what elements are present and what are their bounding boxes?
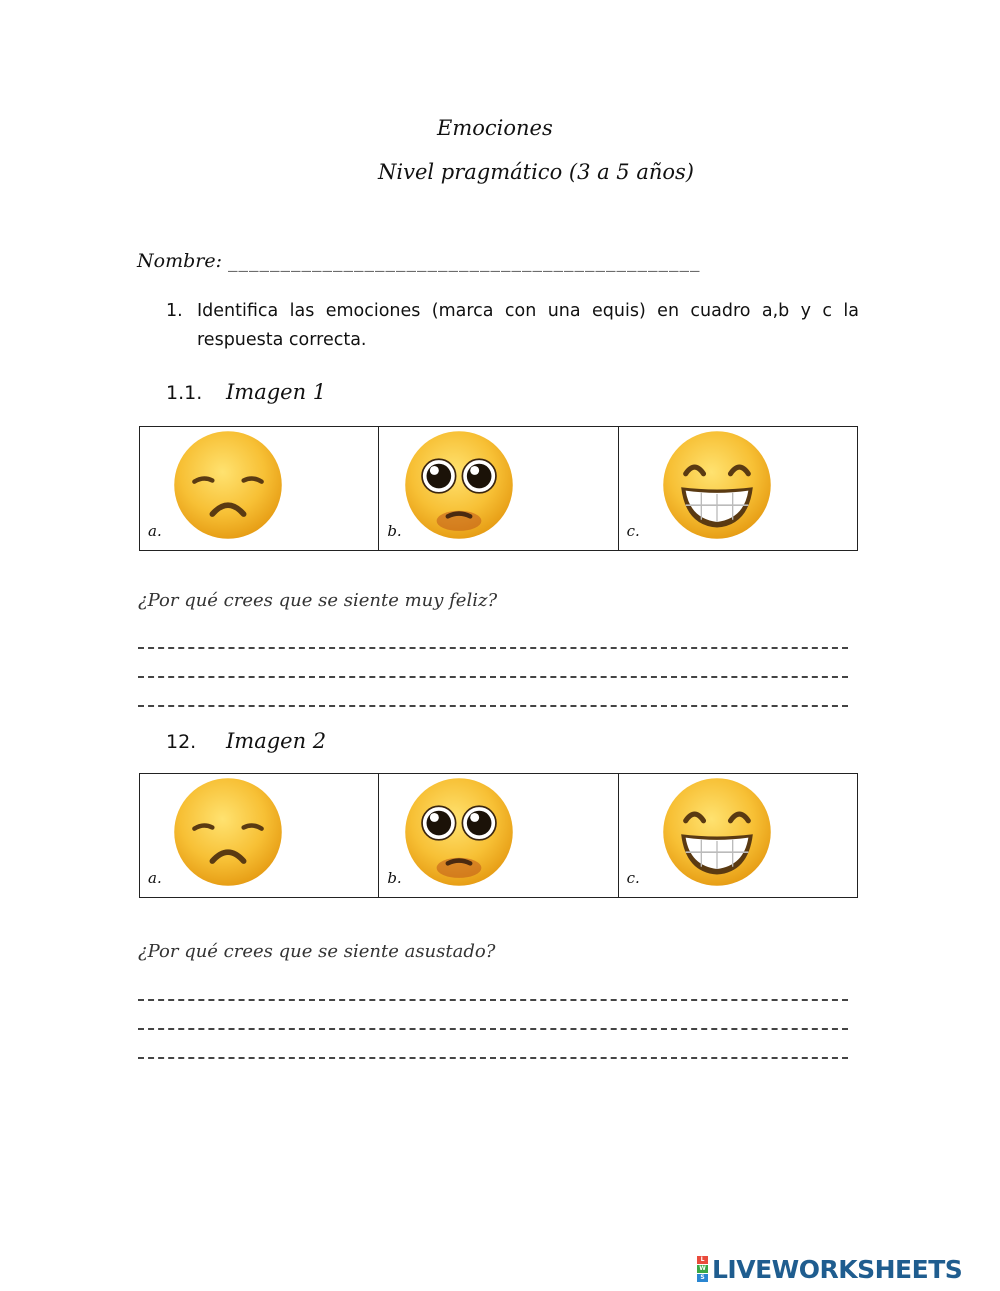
option-box-2a[interactable] — [140, 774, 379, 897]
section-number-1: 1.1. — [166, 382, 203, 404]
instruction-number: 1. — [166, 301, 183, 321]
section-title-1: Imagen 1 — [226, 380, 327, 404]
options-grid-2 — [139, 773, 858, 898]
option-box-1c[interactable] — [619, 427, 857, 550]
instruction — [166, 297, 859, 355]
answer-line[interactable] — [138, 1028, 848, 1030]
option-letter: c. — [626, 522, 640, 540]
option-letter: b. — [387, 869, 402, 887]
answer-line[interactable] — [138, 705, 848, 707]
brand-name: LIVEWORKSHEETS — [712, 1254, 963, 1284]
sad-face-icon — [172, 429, 284, 541]
section-title-2: Imagen 2 — [226, 729, 327, 753]
worksheet-subtitle: Nivel pragmático (3 a 5 años) — [378, 160, 695, 184]
option-letter: b. — [387, 522, 402, 540]
liveworksheets-logo[interactable] — [697, 1254, 962, 1284]
option-letter: a. — [148, 869, 162, 887]
pleading-face-icon — [403, 776, 515, 888]
option-letter: a. — [148, 522, 162, 540]
section-heading-2 — [166, 729, 326, 753]
worksheet-title: Emociones — [437, 116, 553, 140]
grinning-face-icon — [661, 776, 773, 888]
section-number-2: 12. — [166, 731, 197, 753]
option-box-1a[interactable] — [140, 427, 379, 550]
logo-mark-icon: L W S — [697, 1256, 708, 1282]
question-1: ¿Por qué crees que se siente muy feliz? — [138, 590, 498, 611]
option-box-1b[interactable] — [379, 427, 618, 550]
answer-line[interactable] — [138, 676, 848, 678]
name-field[interactable] — [137, 250, 701, 272]
pleading-face-icon — [403, 429, 515, 541]
name-line[interactable]: _____________________________________________ — [228, 250, 701, 272]
answer-line[interactable] — [138, 647, 848, 649]
answer-line[interactable] — [138, 999, 848, 1001]
name-label: Nombre: — [137, 250, 222, 272]
options-grid-1 — [139, 426, 858, 551]
grinning-face-icon — [661, 429, 773, 541]
section-heading-1 — [166, 380, 326, 404]
sad-face-icon — [172, 776, 284, 888]
option-box-2c[interactable] — [619, 774, 857, 897]
question-2: ¿Por qué crees que se siente asustado? — [138, 941, 496, 962]
option-box-2b[interactable] — [379, 774, 618, 897]
option-letter: c. — [626, 869, 640, 887]
answer-line[interactable] — [138, 1057, 848, 1059]
instruction-text: Identifica las emociones (marca con una equis) en cuadro a,b y c la respuesta correcta. — [197, 301, 859, 350]
